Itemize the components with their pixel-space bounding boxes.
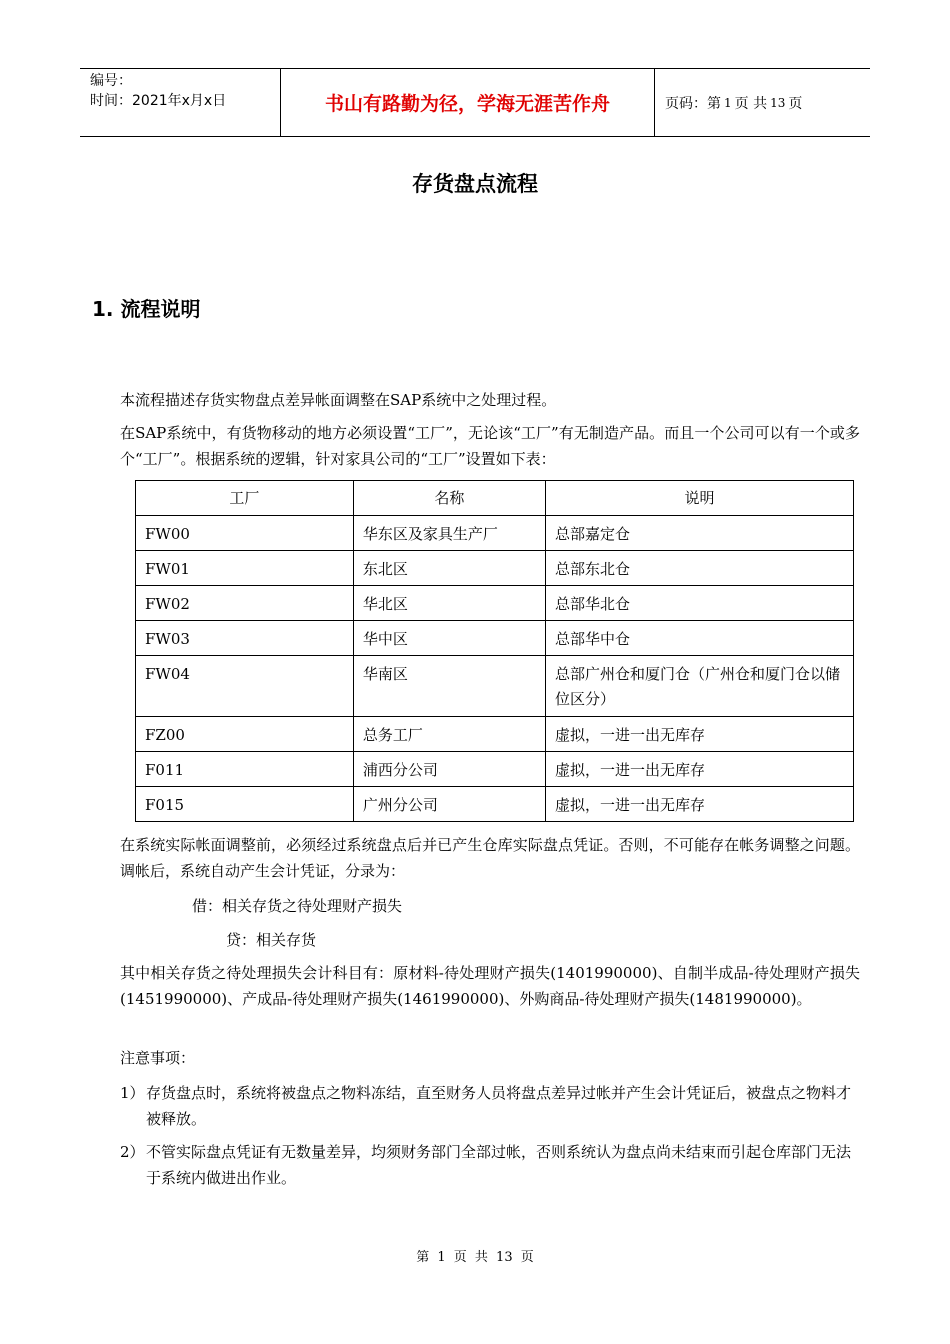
plant-description: 总部嘉定仓 xyxy=(545,516,853,551)
note-number: 1） xyxy=(120,1084,145,1102)
debit-entry: 借：相关存货之待处理财产损失 xyxy=(192,897,403,915)
plant-code: FW01 xyxy=(136,551,354,586)
plant-name: 华南区 xyxy=(353,656,545,717)
plant-description: 虚拟，一进一出无库存 xyxy=(545,752,853,787)
plant-name: 华北区 xyxy=(353,586,545,621)
header-page-number xyxy=(655,69,870,136)
header-motto: 书山有路勤为径，学海无涯苦作舟 xyxy=(281,69,655,136)
plant-description: 总部华中仓 xyxy=(545,621,853,656)
page-label-prefix: 页码：第 xyxy=(665,95,721,112)
page-current: 1 xyxy=(724,95,732,110)
plant-name: 东北区 xyxy=(353,551,545,586)
plant-table xyxy=(135,480,854,822)
plant-name: 广州分公司 xyxy=(353,787,545,822)
plant-name: 华中区 xyxy=(353,621,545,656)
table-row xyxy=(136,516,854,551)
page-footer: 第 1 页 共 13 页 xyxy=(416,1250,534,1265)
plant-description: 总部东北仓 xyxy=(545,551,853,586)
plant-code: FW04 xyxy=(136,656,354,717)
document-title: 存货盘点流程 xyxy=(412,172,538,196)
note-text: 不管实际盘点凭证有无数量差异，均须财务部门全部过帐，否则系统认为盘点尚未结束而引起仓库部门无法于系统内做进出作业。 xyxy=(146,1143,852,1187)
column-header-name: 名称 xyxy=(353,481,545,516)
section-heading: 1. 流程说明 xyxy=(92,297,201,321)
plant-description-paragraph: 在SAP系统中，有货物移动的地方必须设置“工厂”，无论该“工厂”有无制造产品。而且一个公司可以有一个或多个“工厂”。根据系统的逻辑，针对家具公司的“工厂”设置如下表： xyxy=(120,424,860,468)
intro-paragraph: 本流程描述存货实物盘点差异帐面调整在SAP系统中之处理过程。 xyxy=(120,391,557,409)
plant-code: F015 xyxy=(136,787,354,822)
page-label-suffix: 页 xyxy=(788,95,803,112)
table-header-row xyxy=(136,481,854,516)
plant-description: 虚拟，一进一出无库存 xyxy=(545,787,853,822)
table-row xyxy=(136,752,854,787)
note-number: 2） xyxy=(120,1143,145,1161)
plant-description: 虚拟，一进一出无库存 xyxy=(545,717,853,752)
table-row xyxy=(136,586,854,621)
plant-code: FW02 xyxy=(136,586,354,621)
plant-description: 总部广州仓和厦门仓（广州仓和厦门仓以储位区分） xyxy=(545,656,853,717)
page-header xyxy=(80,68,870,137)
table-row xyxy=(136,621,854,656)
time-label: 时间：2021年x月x日 xyxy=(90,93,227,109)
plant-name: 浦西分公司 xyxy=(353,752,545,787)
plant-name: 总务工厂 xyxy=(353,717,545,752)
note-item xyxy=(120,1080,860,1132)
plant-name: 华东区及家具生产厂 xyxy=(353,516,545,551)
table-row xyxy=(136,717,854,752)
note-text: 存货盘点时，系统将被盘点之物料冻结，直至财务人员将盘点差异过帐并产生会计凭证后，被盘点之物料才被释放。 xyxy=(146,1084,852,1128)
page-total: 13 xyxy=(770,95,786,110)
table-row xyxy=(136,551,854,586)
adjustment-paragraph: 在系统实际帐面调整前，必须经过系统盘点后并已产生仓库实际盘点凭证。否则，不可能存在帐务调整之问题。调帐后，系统自动产生会计凭证，分录为： xyxy=(120,836,860,880)
plant-code: F011 xyxy=(136,752,354,787)
table-row xyxy=(136,787,854,822)
plant-description: 总部华北仓 xyxy=(545,586,853,621)
header-meta xyxy=(80,69,281,136)
serial-label: 编号： xyxy=(90,73,132,89)
credit-entry: 贷：相关存货 xyxy=(226,931,317,949)
table-row xyxy=(136,656,854,717)
notes-heading: 注意事项： xyxy=(120,1049,196,1067)
page-label-mid: 页 共 xyxy=(734,95,768,112)
accounts-paragraph: 其中相关存货之待处理损失会计科目有：原材料-待处理财产损失(1401990000)、自制半成品-待处理财产损失(1451990000)、产成品-待处理财产损失(1461990000)、外购商品-待处理财产损失(1481990000)。 xyxy=(120,964,860,1008)
column-header-description: 说明 xyxy=(545,481,853,516)
plant-code: FZ00 xyxy=(136,717,354,752)
note-item xyxy=(120,1139,860,1191)
plant-code: FW03 xyxy=(136,621,354,656)
column-header-plant: 工厂 xyxy=(136,481,354,516)
plant-code: FW00 xyxy=(136,516,354,551)
